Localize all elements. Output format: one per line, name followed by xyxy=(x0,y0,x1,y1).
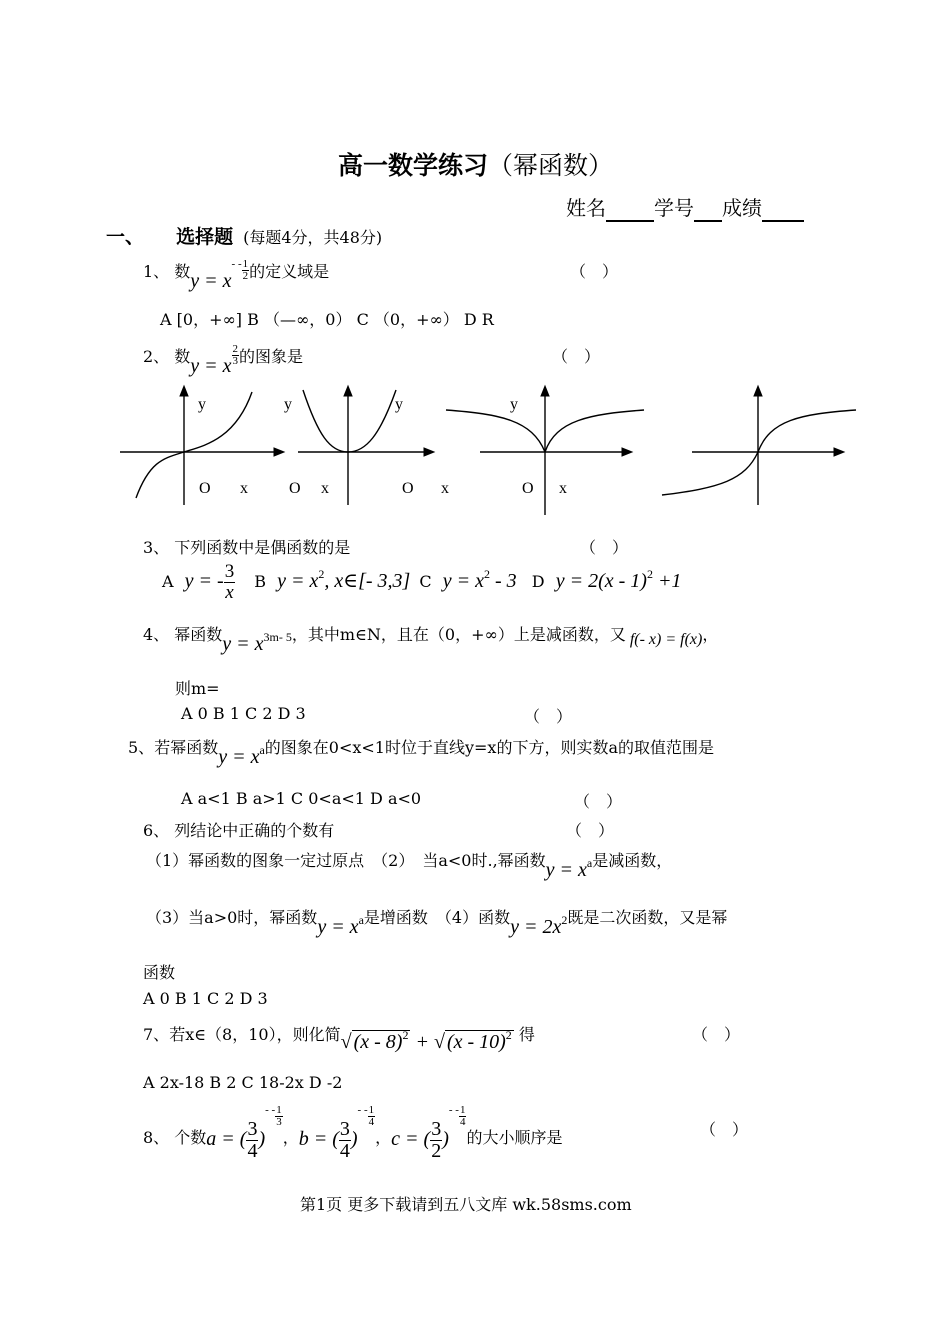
q7-number: 7、 xyxy=(143,1025,170,1044)
q4-pre: 幂函数 xyxy=(174,625,223,644)
q2-answer-blank[interactable]: （ ） xyxy=(552,347,601,366)
q7-pre: 若x∈（8，10），则化简 xyxy=(169,1025,341,1044)
graph-d xyxy=(662,390,856,505)
q3-option-b-label: B xyxy=(254,572,267,592)
q3-option-a: y = - $\frac{3}{x}$ xyxy=(184,561,235,603)
graph-c-x-label: x xyxy=(441,480,449,497)
q2-formula: y = x $\frac{2}{3}$ xyxy=(190,343,239,377)
q5-answer-blank[interactable]: （ ） xyxy=(574,792,623,811)
question-1 xyxy=(143,258,330,292)
q3-answer-blank[interactable]: （ ） xyxy=(580,538,629,557)
q5-number: 5、 xyxy=(128,738,155,757)
q6-s1b: 是减函数， xyxy=(592,851,673,870)
q1-options: A [0，+∞] B （—∞，0） C （0，+∞） D R xyxy=(160,310,494,329)
section-note: (每题4分，共48分) xyxy=(243,228,383,247)
q5-pre: 若幂函数 xyxy=(154,738,219,757)
question-3 xyxy=(143,535,350,558)
graphs-figure xyxy=(0,380,950,520)
score-label: 成绩 xyxy=(722,196,762,220)
q6-options: A 0 B 1 C 2 D 3 xyxy=(143,989,268,1008)
q6-s1: （1）幂函数的图象一定过原点 （2） 当a<0时.,幂函数 xyxy=(146,851,546,870)
q8-answer-blank[interactable]: （ ） xyxy=(700,1120,749,1139)
graph-d-y-label: y xyxy=(510,396,518,413)
q8-post: 的大小顺序是 xyxy=(466,1128,563,1148)
q2-post: 的图象是 xyxy=(239,347,304,366)
q2-pre: 数 xyxy=(174,347,191,366)
graph-a-o-label: O xyxy=(199,480,211,497)
graph-a-y-label: y xyxy=(198,396,206,413)
q4-number: 4、 xyxy=(143,625,170,644)
q4-formula: $y = x^{3m- 5}$ xyxy=(222,630,292,655)
q8-formula-c: c = ( $\frac{3}{2}$ )- - $\frac{1}{4}$ xyxy=(391,1104,466,1162)
q4-line2: 则m= xyxy=(175,679,220,698)
q8-number: 8、 xyxy=(143,1128,170,1148)
q7-answer-blank[interactable]: （ ） xyxy=(692,1025,741,1044)
q3-option-d-label: D xyxy=(531,572,545,592)
q8-formula-a: a = ( $\frac{3}{4}$ )- - $\frac{1}{3}$ xyxy=(206,1104,282,1162)
question-7 xyxy=(143,1022,535,1053)
q3-number: 3、 xyxy=(143,538,170,557)
q4-condition: f(- x) = f(x) xyxy=(629,631,703,648)
q6-statement-3-4 xyxy=(146,905,728,938)
q1-formula: y = x- - $\frac{1}{2}$ xyxy=(190,258,249,292)
question-5 xyxy=(128,735,714,768)
section-heading xyxy=(106,222,382,249)
graph-d-o-label: O xyxy=(522,480,534,497)
question-2 xyxy=(143,343,304,377)
q8-pre: 个数 xyxy=(174,1128,207,1148)
page-footer: 第1页 更多下载请到五八文库 wk.58sms.com xyxy=(300,1195,632,1214)
q5-options: A a<1 B a>1 C 0<a<1 D a<0 xyxy=(181,789,422,808)
title-text: 高一数学练习 xyxy=(338,151,489,180)
q2-number: 2、 xyxy=(143,347,170,366)
graph-c xyxy=(446,390,644,515)
page-title xyxy=(338,146,613,182)
q1-number: 1、 xyxy=(143,262,170,281)
q3-text: 下列函数中是偶函数的是 xyxy=(174,538,351,557)
id-label: 学号 xyxy=(654,196,694,220)
question-4 xyxy=(143,622,719,655)
q4-mid: ，其中m∈N，且在（0，+∞）上是减函数，又 xyxy=(291,625,626,644)
graph-a-x-label: x xyxy=(240,480,248,497)
q1-post: 的定义域是 xyxy=(249,262,330,281)
q3-option-b: $y = x^2$, x∈[- 3,3] xyxy=(277,567,411,593)
q1-answer-blank[interactable]: （ ） xyxy=(570,262,619,281)
graph-c-y-label: y xyxy=(395,396,403,413)
graph-b-o-label: O xyxy=(289,480,301,497)
score-blank[interactable] xyxy=(762,196,804,222)
q6-number: 6、 xyxy=(143,821,170,840)
q3-option-c-label: C xyxy=(419,572,432,592)
q6-s3: （3）当a>0时，幂函数 xyxy=(146,908,318,927)
q5-post: 的图象在0<x<1时位于直线y=x的下方，则实数a的取值范围是 xyxy=(264,738,714,757)
section-number: 一、 xyxy=(106,226,145,248)
q6-formula-1: $y = x^a$ xyxy=(545,856,593,881)
q6-formula-3: $y = 2x^2$ xyxy=(510,913,568,938)
q7-formula: √ (x - 8)$^2$ + √ (x - 10)$^2$ xyxy=(340,1028,512,1053)
question-8: 8、 个数a = ( $\frac{3}{4}$ )- - $\frac{1}{3}$ ，b = ( $\frac{3}{4}$ )- - $\frac{1}{4}$ ，c = ( $\frac{3}{2}$ )- - $\frac{1}{4}$ 的大小顺序是 xyxy=(143,1104,563,1162)
q6-answer-blank[interactable]: （ ） xyxy=(566,821,615,840)
graph-d-x-label: x xyxy=(559,480,567,497)
name-label: 姓名 xyxy=(566,196,606,220)
question-6 xyxy=(143,818,334,841)
graph-c-o-label: O xyxy=(402,480,414,497)
id-blank[interactable] xyxy=(694,196,722,222)
q6-statement-1-2 xyxy=(146,848,673,881)
q6-s3c: 既是二次函数，又是幂 xyxy=(567,908,728,927)
q6-continuation: 函数 xyxy=(143,963,176,982)
q3-option-d: y = 2(x - 1)$^2$ +1 xyxy=(555,567,682,593)
graph-b-x-label: x xyxy=(321,480,329,497)
graph-b-y-label: y xyxy=(284,396,292,413)
q6-text: 列结论中正确的个数有 xyxy=(174,821,335,840)
title-paren: （幂函数） xyxy=(488,151,614,180)
section-name: 选择题 xyxy=(176,226,234,248)
student-info xyxy=(566,192,804,222)
q8-formula-b: b = ( $\frac{3}{4}$ )- - $\frac{1}{4}$ xyxy=(298,1104,375,1162)
q7-options: A 2x-18 B 2 C 18-2x D -2 xyxy=(143,1073,343,1092)
q4-end: ， xyxy=(702,625,719,644)
q7-post: 得 xyxy=(518,1025,535,1044)
name-blank[interactable] xyxy=(606,196,654,222)
q6-s3b: 是增函数 （4）函数 xyxy=(363,908,511,927)
q1-pre: 数 xyxy=(174,262,191,281)
q3-option-a-label: A xyxy=(162,572,174,592)
q3-option-c: $y = x^2 - 3$ xyxy=(442,567,517,593)
q4-options: A 0 B 1 C 2 D 3 xyxy=(181,704,306,723)
q6-formula-2: $y = x^a$ xyxy=(317,913,364,938)
q5-formula: $y = x^a$ xyxy=(218,743,265,768)
q3-options xyxy=(162,562,681,614)
q4-answer-blank[interactable]: （ ） xyxy=(524,707,573,726)
